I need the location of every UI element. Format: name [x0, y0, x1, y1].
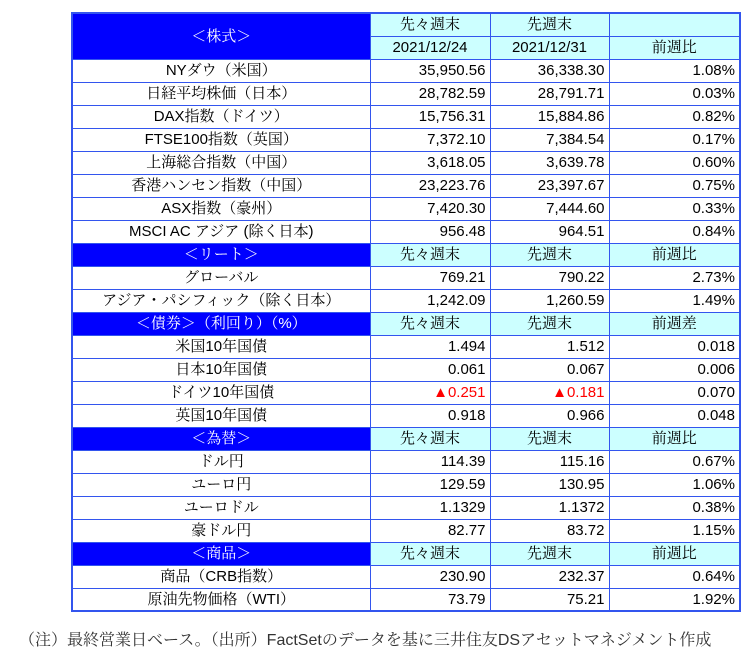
row-label-cell: ドイツ10年国債 — [72, 381, 370, 404]
change-cell: 0.33% — [609, 197, 740, 220]
section-title-bonds: ＜債券＞（利回り）（%） — [72, 312, 370, 335]
table-row — [72, 82, 740, 105]
value-cell: 0.918 — [370, 404, 490, 427]
row-label-cell: 日経平均株価（日本） — [72, 82, 370, 105]
value-cell: 75.21 — [490, 588, 609, 611]
row-label-cell: 英国10年国債 — [72, 404, 370, 427]
value-cell: 7,444.60 — [490, 197, 609, 220]
value-cell: 1.512 — [490, 335, 609, 358]
change-cell: 1.49% — [609, 289, 740, 312]
value-cell: 7,384.54 — [490, 128, 609, 151]
row-label-cell: グローバル — [72, 266, 370, 289]
value-cell: 956.48 — [370, 220, 490, 243]
col-header-last-week: 先週末 — [490, 542, 609, 565]
row-label-cell: ドル円 — [72, 450, 370, 473]
change-cell: 1.92% — [609, 588, 740, 611]
col-header-prev-week: 先々週末 — [370, 243, 490, 266]
change-cell: 0.82% — [609, 105, 740, 128]
value-cell: 115.16 — [490, 450, 609, 473]
row-label-cell: アジア・パシフィック（除く日本） — [72, 289, 370, 312]
change-cell: 0.67% — [609, 450, 740, 473]
footer-note: （注）最終営業日ベース。（出所）FactSetのデータを基に三井住友DSアセットマネジメント作成 — [19, 632, 712, 649]
col-header-prev-week: 先々週末 — [370, 542, 490, 565]
value-cell: 0.966 — [490, 404, 609, 427]
value-cell: 82.77 — [370, 519, 490, 542]
change-cell: 2.73% — [609, 266, 740, 289]
table-row — [72, 404, 740, 427]
change-cell: 1.08% — [609, 59, 740, 82]
col-header-change: 前週比 — [609, 427, 740, 450]
change-cell: 0.006 — [609, 358, 740, 381]
col-header-last-week: 先週末 — [490, 427, 609, 450]
row-label-cell: NYダウ（米国） — [72, 59, 370, 82]
value-cell: 28,791.71 — [490, 82, 609, 105]
row-label-cell: ユーロ円 — [72, 473, 370, 496]
col-header-change: 前週比 — [609, 243, 740, 266]
section-title-commodities: ＜商品＞ — [72, 542, 370, 565]
change-cell: 0.17% — [609, 128, 740, 151]
value-cell: 15,884.86 — [490, 105, 609, 128]
market-table-body — [72, 13, 740, 611]
table-row — [72, 381, 740, 404]
section-title-stocks: ＜株式＞ — [72, 13, 370, 59]
value-cell: 36,338.30 — [490, 59, 609, 82]
section-title-reit: ＜リート＞ — [72, 243, 370, 266]
value-cell: ▲0.251 — [370, 381, 490, 404]
col-header-last-week: 先週末 — [490, 243, 609, 266]
table-row — [72, 588, 740, 611]
change-cell: 0.75% — [609, 174, 740, 197]
row-label-cell: 商品（CRB指数） — [72, 565, 370, 588]
col-header-change: 前週比 — [609, 542, 740, 565]
value-cell: 15,756.31 — [370, 105, 490, 128]
section-title-fx: ＜為替＞ — [72, 427, 370, 450]
value-cell: 0.061 — [370, 358, 490, 381]
value-cell: 23,223.76 — [370, 174, 490, 197]
row-label-cell: 上海総合指数（中国） — [72, 151, 370, 174]
change-cell: 0.38% — [609, 496, 740, 519]
change-cell: 0.070 — [609, 381, 740, 404]
col-header-change: 前週比 — [609, 36, 740, 59]
row-label-cell: MSCI AC アジア (除く日本) — [72, 220, 370, 243]
value-cell: ▲0.181 — [490, 381, 609, 404]
col-header-change: 前週差 — [609, 312, 740, 335]
change-cell: 1.15% — [609, 519, 740, 542]
change-cell: 0.048 — [609, 404, 740, 427]
change-cell: 1.06% — [609, 473, 740, 496]
row-label-cell: 原油先物価格（WTI） — [72, 588, 370, 611]
row-label-cell: 豪ドル円 — [72, 519, 370, 542]
value-cell: 1.1329 — [370, 496, 490, 519]
table-row — [72, 174, 740, 197]
row-label-cell: 香港ハンセン指数（中国） — [72, 174, 370, 197]
change-cell: 0.03% — [609, 82, 740, 105]
table-row — [72, 565, 740, 588]
change-cell: 0.018 — [609, 335, 740, 358]
change-cell: 0.64% — [609, 565, 740, 588]
market-data-table — [71, 12, 741, 612]
col-header-prev-week: 先々週末 — [370, 427, 490, 450]
value-cell: 130.95 — [490, 473, 609, 496]
table-row — [72, 450, 740, 473]
change-cell: 0.84% — [609, 220, 740, 243]
table-row — [72, 335, 740, 358]
value-cell: 73.79 — [370, 588, 490, 611]
value-cell: 28,782.59 — [370, 82, 490, 105]
value-cell: 1.494 — [370, 335, 490, 358]
table-row — [72, 519, 740, 542]
row-label-cell: 日本10年国債 — [72, 358, 370, 381]
value-cell: 7,372.10 — [370, 128, 490, 151]
table-row — [72, 128, 740, 151]
value-cell: 23,397.67 — [490, 174, 609, 197]
value-cell: 35,950.56 — [370, 59, 490, 82]
table-row — [72, 105, 740, 128]
table-row — [72, 473, 740, 496]
value-cell: 1,260.59 — [490, 289, 609, 312]
row-label-cell: DAX指数（ドイツ） — [72, 105, 370, 128]
col-header-prev-week: 先々週末 — [370, 13, 490, 36]
table-row — [72, 289, 740, 312]
value-cell: 1,242.09 — [370, 289, 490, 312]
table-row — [72, 151, 740, 174]
row-label-cell: FTSE100指数（英国） — [72, 128, 370, 151]
value-cell: 7,420.30 — [370, 197, 490, 220]
col-header-blank — [609, 13, 740, 36]
value-cell: 964.51 — [490, 220, 609, 243]
value-cell: 3,639.78 — [490, 151, 609, 174]
value-cell: 769.21 — [370, 266, 490, 289]
table-row — [72, 358, 740, 381]
value-cell: 232.37 — [490, 565, 609, 588]
table-row — [72, 197, 740, 220]
col-header-prev-week: 先々週末 — [370, 312, 490, 335]
row-label-cell: ASX指数（豪州） — [72, 197, 370, 220]
table-row — [72, 220, 740, 243]
change-cell: 0.60% — [609, 151, 740, 174]
value-cell: 1.1372 — [490, 496, 609, 519]
value-cell: 83.72 — [490, 519, 609, 542]
value-cell: 0.067 — [490, 358, 609, 381]
row-label-cell: ユーロドル — [72, 496, 370, 519]
row-label-cell: 米国10年国債 — [72, 335, 370, 358]
value-cell: 230.90 — [370, 565, 490, 588]
value-cell: 114.39 — [370, 450, 490, 473]
table-row — [72, 266, 740, 289]
table-row — [72, 496, 740, 519]
col-header-last-week: 先週末 — [490, 13, 609, 36]
value-cell: 3,618.05 — [370, 151, 490, 174]
value-cell: 129.59 — [370, 473, 490, 496]
date-prev-week: 2021/12/24 — [370, 36, 490, 59]
date-last-week: 2021/12/31 — [490, 36, 609, 59]
value-cell: 790.22 — [490, 266, 609, 289]
table-row — [72, 59, 740, 82]
col-header-last-week: 先週末 — [490, 312, 609, 335]
